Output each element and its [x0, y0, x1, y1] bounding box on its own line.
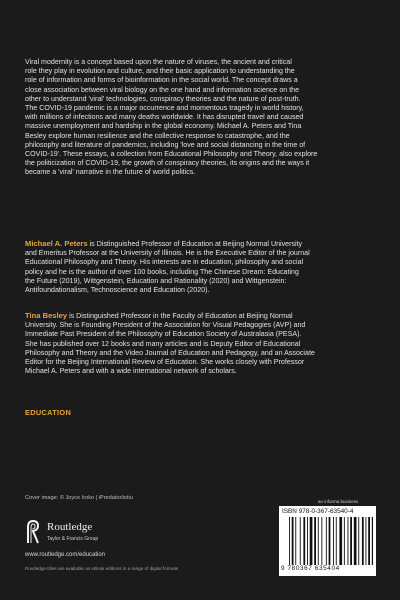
- blurb-line: Viral modernity is a concept based upon the nature of viruses, the ancient and critical: [25, 58, 292, 66]
- bio-line: Immediate Past President of the Philosophy of Education Society of Australasia (PESA).: [25, 330, 302, 339]
- blurb-line: role they play in evolution and culture, and their basic application to understanding the: [25, 67, 295, 76]
- bio-line: the Future (2019), Wittgenstein, Education and Rationality (2020) and Wittgenstein:: [25, 276, 287, 285]
- author-name: Tina Besley: [25, 311, 68, 320]
- bio-line: [25, 239, 377, 249]
- cover-image-credit: Cover image: © Joyce Iroko | iPredator/istiu: [25, 495, 133, 501]
- blurb-line: other to understand 'viral' technologies, conspiracy theories and the nature of post-truth.: [25, 94, 301, 103]
- blurb-line: COVID-19'. These essays, a collection from Educational Philosophy and Theory, also explore: [25, 150, 318, 159]
- bio-line: Educational Philosophy and Theory. His interests are in education, philosophy and social: [25, 258, 304, 267]
- blurb-line: The COVID-19 pandemic is a major occurrence and momentous tragedy in world history,: [25, 104, 304, 113]
- isbn-text: ISBN 978-0-367-63540-4: [282, 508, 354, 515]
- bio-line: Philosophy and Theory and the Video Journal of Education and Pedagogy, and an Associate: [25, 348, 315, 357]
- ebook-note: Routledge titles are available as eBook editions in a range of digital formats: [25, 566, 179, 571]
- barcode-digits: 9 780367 635404: [281, 565, 340, 572]
- blurb-line: with millions of infections and many deaths worldwide. It has disrupted travel and caused: [25, 113, 304, 122]
- blurb-line: the politicization of COVID-19, the growth of conspiracy theories, its origins and the ways it: [25, 159, 310, 168]
- bio-text: is Distinguished Professor of Education at Beijing Normal University: [89, 240, 303, 248]
- blurb-line: role of information and forms of bioinformation in the social world. The concept draws a: [25, 76, 298, 85]
- bio-line: Antifoundationalism, Technoscience and Education (2020).: [25, 286, 210, 295]
- bio-line: She has published over 12 books and many articles and is Deputy Editor of Educational: [25, 339, 301, 348]
- bio-line: policy and he is the author of over 100 books, including The Chinese Dream: Educating: [25, 267, 299, 276]
- informa-label: an informa business: [318, 499, 359, 504]
- blurb-line: philosophy and literature of pandemics, including 'love and social distancing in the time of: [25, 140, 306, 149]
- bio-line: University. She is Founding President of the Association for Visual Pedagogies (AVP) and: [25, 321, 306, 330]
- barcode-box: [279, 506, 376, 576]
- author-bio-peters: [25, 239, 377, 295]
- bio-line: Editor for the Beijing International Review of Education. She works closely with Professor: [25, 358, 305, 367]
- author-bio-besley: [25, 311, 377, 376]
- barcode-icon: [289, 517, 373, 565]
- routledge-logo-icon: [25, 519, 41, 545]
- blurb-line: became a 'viral' narrative in the future of world politics.: [25, 168, 196, 177]
- subject-category: EDUCATION: [25, 408, 72, 417]
- blurb-line: close association between viral biology on the one hand and information science on the: [25, 85, 300, 94]
- publisher-name: Routledge: [47, 521, 93, 533]
- publisher-group: Taylor & Francis Group: [47, 536, 99, 542]
- bio-line: Michael A. Peters and with a wide international network of scholars.: [25, 367, 237, 376]
- author-name: Michael A. Peters: [25, 239, 88, 248]
- blurb-paragraph: [25, 58, 377, 178]
- bio-text: is Distinguished Professor in the Faculty of Education at Beijing Normal: [69, 312, 293, 320]
- bio-line: [25, 311, 377, 321]
- publisher-url[interactable]: www.routledge.com/education: [25, 552, 106, 558]
- blurb-line: massive unemployment and hardship in the global economy. Michael A. Peters and Tina: [25, 122, 302, 131]
- publisher-logo: [25, 519, 175, 549]
- blurb-line: Besley explore human resilience and the collective response to catastrophe, and the: [25, 131, 290, 140]
- bio-line: and Emeritus Professor at the University of Illinois. He is the Executive Editor of the journal: [25, 249, 310, 258]
